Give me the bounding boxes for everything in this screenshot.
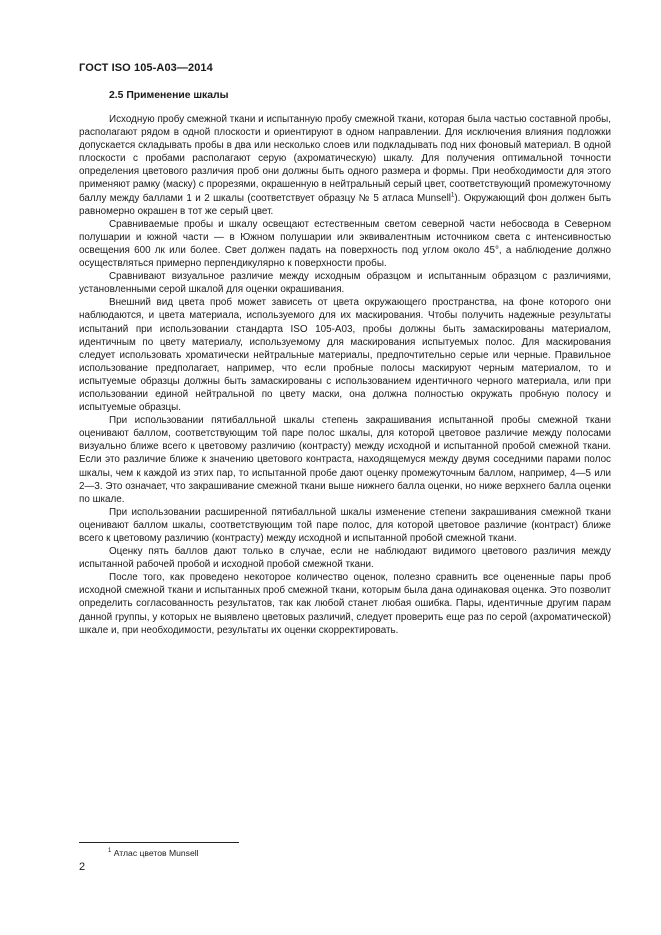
footnote-divider bbox=[79, 842, 239, 843]
paragraph-3: Сравнивают визуальное различие между исходным образцом и испытанным образцом с различиями, установленными серой шкалой для оценки окрашивания. bbox=[79, 271, 611, 296]
paragraph-6: При использовании расширенной пятибалльной шкалы изменение степени закрашивания смежной ткани оценивают баллом шкалы, соответствующим той паре полос, для которой цветовое различие (контраст) ближе всего к цветовому различию (контрасту) между исходной и испытанной пробой смежной ткани. bbox=[79, 506, 611, 544]
paragraph-5: При использовании пятибалльной шкалы степень закрашивания испытанной пробы смежной ткани оценивают баллом, соответствующим той паре полос шкалы, для которой цветовое различие между полосами визуально ближе всего к цветовому различию (контрасту) между исходной и испытанной пробой смежной ткани. Если это различие ближе к значению цветового контраста, находящемуся между двумя соседними парами полос шкалы, чем к каждой из этих пар, то испытанной пробе дают оценку промежуточным баллом, например, 4—5 или 2—3. Это означает, что закрашивание смежной ткани выше нижнего балла оценки, но ниже верхнего балла оценки по шкале. bbox=[79, 415, 611, 505]
section-heading bbox=[109, 90, 229, 101]
document-header: ГОСТ ISO 105-A03—2014 bbox=[79, 62, 213, 74]
section-number: 2.5 bbox=[109, 90, 124, 101]
paragraph-8: После того, как проведено некоторое количество оценок, полезно сравнить все оцененные пары проб исходной смежной ткани и испытанных проб смежной ткани, которым была дана одинаковая оценка. Это позволит определить согласованность результатов, так как любой станет любая ошибка. Пары, идентичные другим парам данной группы, у которых не выявлено цветовых различий, следует проверить еще раз по серой (ахроматической) шкале и, при необходимости, результаты их оценки скорректировать. bbox=[79, 572, 611, 636]
footnote-marker: 1 bbox=[108, 848, 112, 855]
paragraph-1: Исходную пробу смежной ткани и испытанную пробу смежной ткани, которая была частью составной пробы, располагают рядом в одной плоскости и ориентируют в одном направлении. Для исключения влияния подложки допускается складывать пробы в два или несколько слоев или подкладывать под них фоновый материал. В одной плоскости с пробами располагают серую (ахроматическую) шкалу. Для получения оптимальной точности определения цветового различия проб они должны быть одного размера и формы. При необходимости для этого применяют рамку (маску) с прорезями, окрашенную в нейтральный серый цвет, соответствующий промежуточному баллу между баллами 1 и 2 шкалы (соответствует образцу № 5 атласа Munsell$^1$). Окружающий фон должен быть равномерно окрашен в тот же серый цвет. bbox=[79, 114, 611, 217]
body-text bbox=[79, 113, 611, 637]
section-title: Применение шкалы bbox=[126, 90, 229, 101]
footnote bbox=[108, 848, 199, 858]
footnote-text: Атлас цветов Munsell bbox=[113, 848, 199, 858]
paragraph-2: Сравниваемые пробы и шкалу освещают естественным светом северной части небосвода в Северном полушарии и южной части — в Южном полушарии или эквивалентным источником света с интенсивностью освещения 600 лк или более. Свет должен падать на поверхность под углом около 45°, а наблюдение должно осуществляться примерно перпендикулярно к поверхности пробы. bbox=[79, 218, 611, 270]
paragraph-7: Оценку пять баллов дают только в случае, если не наблюдают видимого цветового различия между испытанной рабочей пробой и исходной пробой смежной ткани. bbox=[79, 546, 611, 571]
footnote-ref: 1 bbox=[451, 192, 455, 199]
page-number: 2 bbox=[79, 861, 86, 873]
paragraph-4: Внешний вид цвета проб может зависеть от цвета окружающего пространства, на фоне которого они наблюдаются, и цвета материала, используемого для их маскирования. Чтобы получить надежные результаты испытаний при использовании стандарта ISO 105-A03, пробы должны быть замаскированы материалом, идентичным по цвету материалу, используемому для маскирования испытуемых полос. Для маскирования следует использовать хроматически нейтральные материалы, предпочтительно серые или черные. Правильное использование предполагает, например, что если пробные полосы маскируют черным материалом, то и испытуемые образцы должны быть замаскированы с использованием идентичного черного материала, или при использовании единой нейтральной по цвету маски, она должна полностью окружать пробную полосу и испытуемые образцы. bbox=[79, 297, 611, 414]
